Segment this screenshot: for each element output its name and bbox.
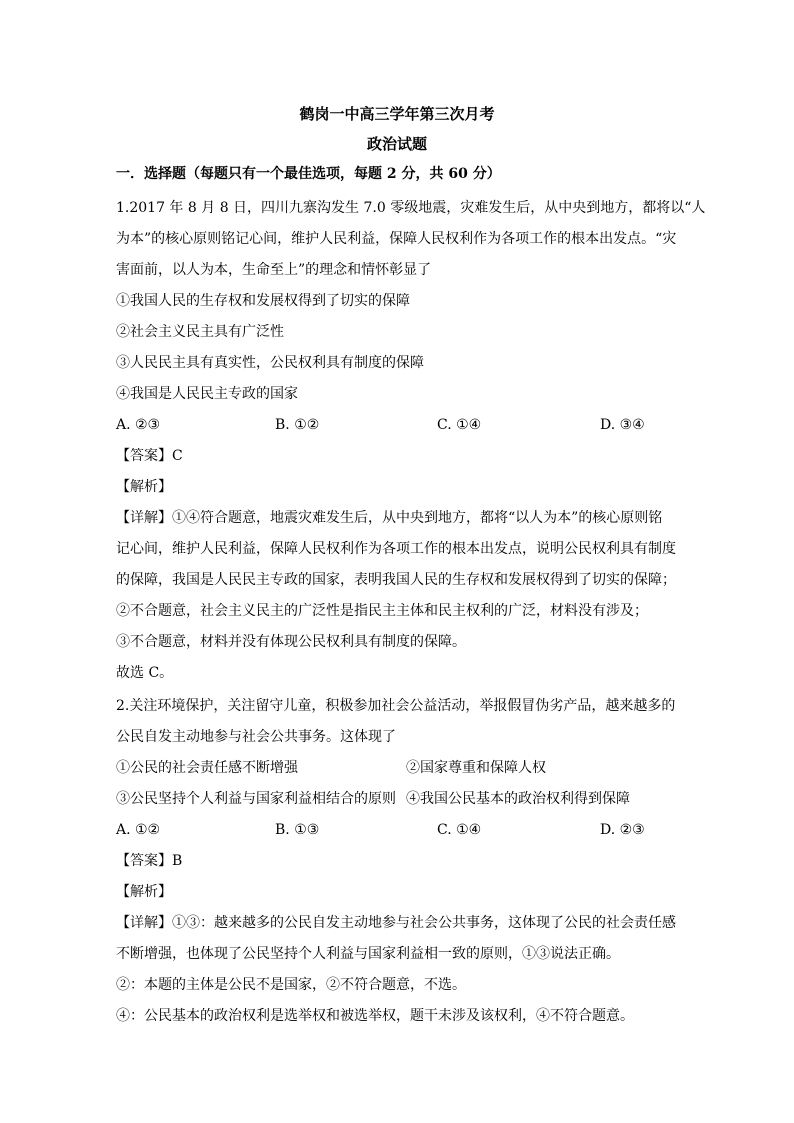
q2-statement: ①公民的社会责任感不断增强 (116, 760, 298, 776)
q1-option-d: D. ③④ (600, 417, 645, 433)
q1-analysis-label: 【解析】 (116, 479, 172, 495)
q1-statement: ①我国人民的生存权和发展权得到了切实的保障 (116, 293, 410, 309)
q1-answer: 【答案】C (116, 448, 183, 464)
q2-stem-line: 2.关注环境保护，关注留守儿童，积极参加社会公益活动，举报假冒伪劣产品，越来越多的 (116, 698, 676, 714)
section-heading: 一．选择题（每题只有一个最佳选项，每题 2 分，共 60 分） (116, 166, 501, 182)
q1-stem-line: 为本”的核心原则铭记心间，维护人民利益，保障人民权利作为各项工作的根本出发点。“灾 (116, 231, 677, 247)
q1-option-c: C. ①④ (437, 417, 482, 433)
q2-option-d: D. ②③ (600, 822, 645, 838)
q2-detail-line: 不断增强，也体现了公民坚持个人利益与国家利益相一致的原则，①③说法正确。 (116, 946, 620, 962)
exam-title: 鹤岗一中高三学年第三次月考 (299, 105, 495, 123)
q2-answer: 【答案】B (116, 853, 183, 869)
q2-option-a: A. ①② (116, 822, 161, 838)
q1-detail-line: 的保障，我国是人民民主专政的国家，表明我国人民的生存权和发展权得到了切实的保障； (116, 572, 676, 588)
q1-stem-line: 害面前，以人为本，生命至上”的理念和情怀彰显了 (116, 262, 432, 278)
q2-statement: ②国家尊重和保障人权 (406, 760, 546, 776)
q1-detail-line: ②不合题意，社会主义民主的广泛性是指民主主体和民主权利的广泛，材料没有涉及； (116, 603, 648, 619)
q1-option-b: B. ①② (275, 417, 320, 433)
q1-detail-line: ③不合题意，材料并没有体现公民权利具有制度的保障。 (116, 634, 466, 650)
q1-statement: ③人民民主具有真实性，公民权利具有制度的保障 (116, 355, 424, 371)
q2-detail-line: 【详解】①③：越来越多的公民自发主动地参与社会公共事务，这体现了公民的社会责任感 (116, 915, 676, 931)
q2-statement: ④我国公民基本的政治权利得到保障 (406, 791, 630, 807)
q2-analysis-label: 【解析】 (116, 884, 172, 900)
q1-option-a: A. ②③ (116, 417, 161, 433)
q2-detail-line: ②：本题的主体是公民不是国家，②不符合题意，不选。 (116, 977, 466, 993)
q2-option-b: B. ①③ (275, 822, 320, 838)
q1-conclusion: 故选 C。 (116, 665, 174, 681)
q2-option-c: C. ①④ (437, 822, 482, 838)
q1-detail-line: 【详解】①④符合题意，地震灾难发生后，从中央到地方，都将“以人为本”的核心原则铭 (116, 510, 663, 526)
exam-subtitle: 政治试题 (366, 135, 427, 153)
q1-detail-line: 记心间，维护人民利益，保障人民权利作为各项工作的根本出发点，说明公民权利具有制度 (116, 541, 676, 557)
q2-detail-line: ④：公民基本的政治权利是选举权和被选举权，题干未涉及该权利，④不符合题意。 (116, 1008, 634, 1024)
q2-stem-line: 公民自发主动地参与社会公共事务。这体现了 (116, 729, 396, 745)
q1-statement: ②社会主义民主具有广泛性 (116, 324, 284, 340)
q1-stem-line: 1.2017 年 8 月 8 日，四川九寨沟发生 7.0 零级地震，灾难发生后，从中央到地方，都将以“人 (116, 200, 706, 216)
q1-statement: ④我国是人民民主专政的国家 (116, 386, 298, 402)
q2-statement: ③公民坚持个人利益与国家利益相结合的原则 (116, 791, 396, 807)
